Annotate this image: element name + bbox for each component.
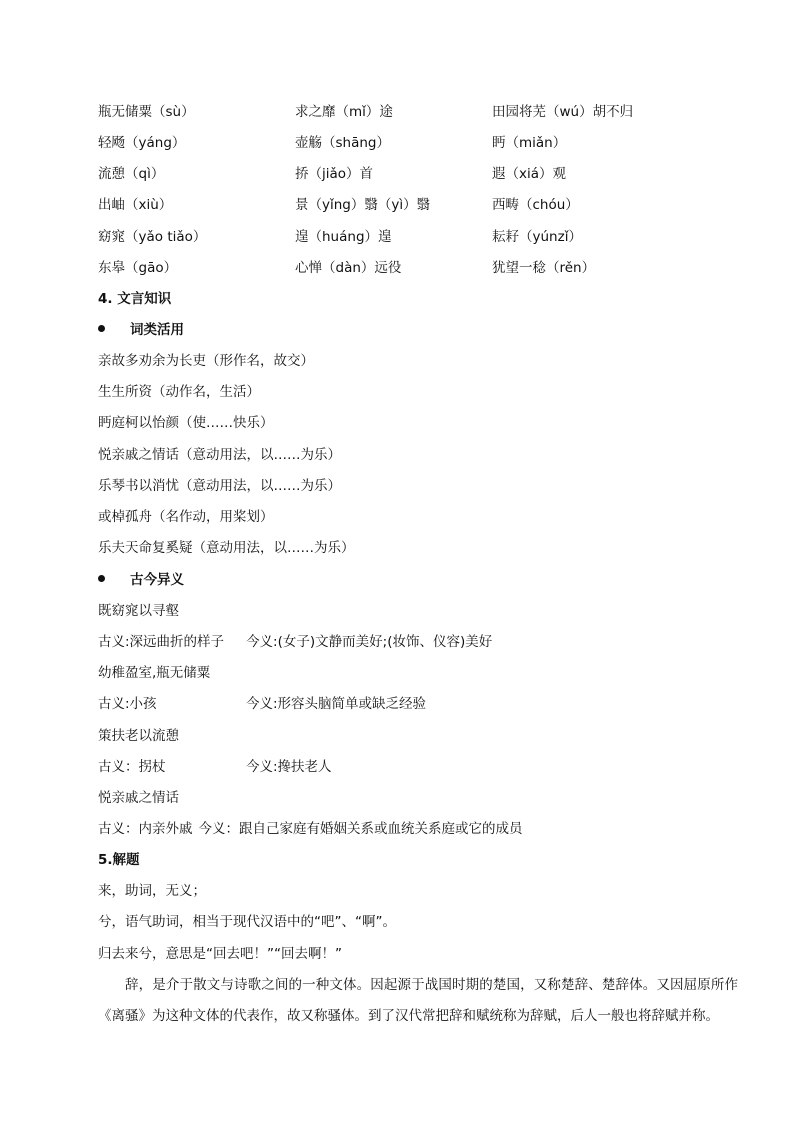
modern-meaning: 今义:(女子)文静而美好;(妆饰、仪容)美好 bbox=[246, 634, 493, 650]
pinyin-cell: 出岫（xiù） bbox=[98, 197, 173, 213]
pinyin-cell: 犹望一稔（rěn） bbox=[492, 260, 596, 276]
pinyin-cell: 眄（miǎn） bbox=[492, 135, 567, 151]
definition-row bbox=[98, 757, 332, 777]
pinyin-cell: 心惮（dàn）远役 bbox=[295, 260, 402, 276]
pinyin-cell: 景（yǐng）翳（yì）翳 bbox=[295, 197, 431, 213]
text-line: 兮，语气助词，相当于现代汉语中的“吧”、“啊”。 bbox=[98, 914, 396, 930]
list-item: 或棹孤舟（名作动，用桨划） bbox=[98, 509, 274, 525]
pinyin-cell: 轻飏（yáng） bbox=[98, 135, 186, 151]
sentence: 既窈窕以寻壑 bbox=[98, 603, 179, 619]
pinyin-cell: 挢（jiǎo）首 bbox=[295, 166, 374, 182]
list-item: 亲故多劝余为长吏（形作名，故交） bbox=[98, 353, 314, 369]
sentence: 策扶老以流憩 bbox=[98, 728, 179, 744]
pinyin-cell: 耘耔（yúnzǐ） bbox=[492, 229, 582, 245]
pinyin-cell: 窈窕（yǎo tiǎo） bbox=[98, 229, 207, 245]
definition-row bbox=[98, 819, 523, 839]
definition-row bbox=[98, 694, 426, 714]
definition-row bbox=[98, 632, 492, 652]
bullet-icon bbox=[98, 575, 105, 582]
modern-meaning: 今义：跟自己家庭有婚姻关系或血统关系庭或它的成员 bbox=[198, 821, 523, 837]
list-item: 乐夫天命复奚疑（意动用法，以……为乐） bbox=[98, 540, 355, 556]
sentence: 幼稚盈室,瓶无储粟 bbox=[98, 665, 211, 681]
sentence: 悦亲戚之情话 bbox=[98, 790, 179, 806]
list-item: 眄庭柯以怡颜（使……快乐） bbox=[98, 415, 274, 431]
pinyin-cell: 西畴（chóu） bbox=[492, 197, 579, 213]
list-item: 生生所资（动作名，生活） bbox=[98, 384, 260, 400]
subsection-title: 古今异义 bbox=[130, 572, 184, 588]
text-line: 来，助词，无义； bbox=[98, 883, 206, 899]
intro-paragraph: 辞，是介于散文与诗歌之间的一种文体。因起源于战国时期的楚国，又称楚辞、楚辞体。又因屈原所作《离骚》为这种文体的代表作，故又称骚体。到了汉代常把辞和赋统称为辞赋，后人一般也将辞赋并称。 bbox=[98, 977, 738, 1024]
pinyin-cell: 瓶无储粟（sù） bbox=[98, 104, 195, 120]
pinyin-cell: 田园将芜（wú）胡不归 bbox=[492, 104, 634, 120]
list-item: 乐琴书以消忧（意动用法，以……为乐） bbox=[98, 478, 341, 494]
list-item: 悦亲戚之情话（意动用法，以……为乐） bbox=[98, 447, 341, 463]
ancient-meaning: 古义：拐杖 bbox=[98, 759, 166, 775]
text-line: 归去来兮，意思是“回去吧！”“回去啊！” bbox=[98, 946, 342, 962]
ancient-meaning: 古义:小孩 bbox=[98, 696, 157, 712]
pinyin-cell: 东皋（gāo） bbox=[98, 260, 178, 276]
pinyin-cell: 求之靡（mǐ）途 bbox=[295, 104, 393, 120]
pinyin-cell: 流憩（qì） bbox=[98, 166, 165, 182]
section-heading: 4. 文言知识 bbox=[98, 291, 172, 307]
pinyin-cell: 壶觞（shāng） bbox=[295, 135, 390, 151]
pinyin-cell: 遐（xiá）观 bbox=[492, 166, 567, 182]
modern-meaning: 今义:搀扶老人 bbox=[246, 759, 332, 775]
subsection-title: 词类活用 bbox=[130, 322, 184, 338]
bullet-icon bbox=[98, 325, 105, 332]
modern-meaning: 今义:形容头脑简单或缺乏经验 bbox=[246, 696, 427, 712]
pinyin-cell: 遑（huáng）遑 bbox=[295, 229, 392, 245]
ancient-meaning: 古义:深远曲折的样子 bbox=[98, 634, 225, 650]
section-heading: 5.解题 bbox=[98, 852, 140, 868]
ancient-meaning: 古义：内亲外戚 bbox=[98, 821, 193, 837]
